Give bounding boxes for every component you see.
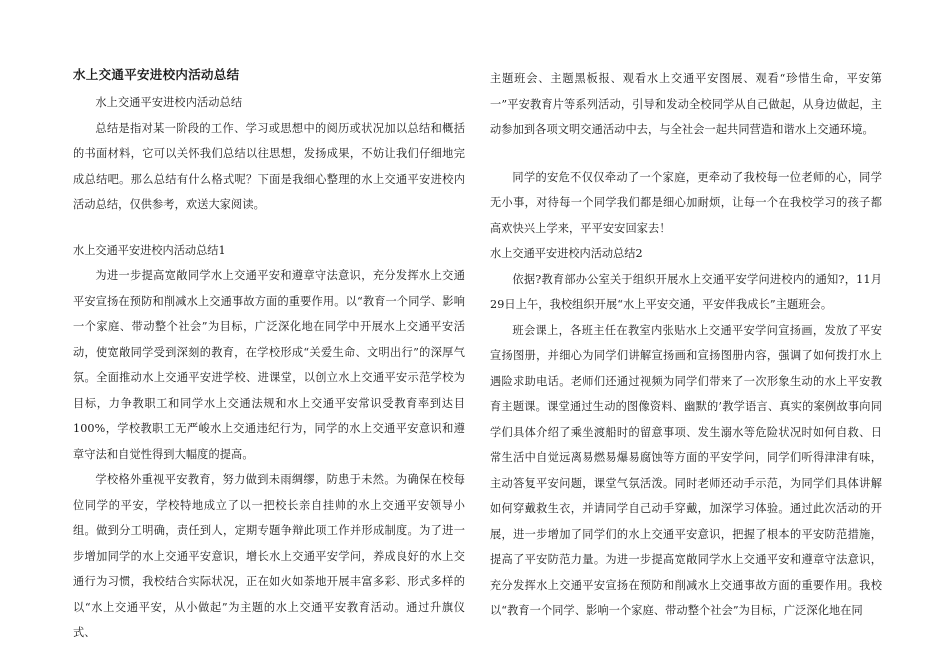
- section-2-heading: 水上交通平安进校内活动总结2: [490, 247, 643, 260]
- section-2-paragraph-1: 依据?教育部办公室关于组织开展水上交通平安学问进校内的通知?，11月29日上午，我校组织开展“水上平安交通，平安伴我成长”主题班会。: [490, 272, 882, 311]
- left-column: [73, 66, 465, 646]
- section-1-paragraph-1: 为进一步提高宽敞同学水上交通平安和遵章守法意识，充分发挥水上交通平安宣扬在预防和削减水上交通事故方面的重要作用。以“教育一个同学、影响一个家庭、带动整个社会”为目标，广泛深化地在同学中开展水上交通平安活动，使宽敞同学受到深刻的教育，在学校形成“关爱生命、文明出行”的深厚气氛。全面推动水上交通平安进学校、进课堂，以创立水上交通平安示范学校为目标，力争教职工和同学水上交通法规和水上交通平安常识受教育率到达目100%，学校教职工无严峻水上交通违纪行为，同学的水上交通平安意识和遵章守法和自觉性得到大幅度的提高。: [73, 269, 465, 461]
- intro-paragraph: 总结是指对某一阶段的工作、学习或思想中的阅历或状况加以总结和概括的书面材料，它可以关怀我们总结以往思想，发扬成果，不妨让我们仔细地完成总结吧。那么总结有什么格式呢？下面是我细心整理的水上交通平安进校内活动总结，仅供参考，欢送大家阅读。: [73, 121, 465, 211]
- paragraph-gap: [490, 143, 882, 165]
- closing-paragraph: 同学的安危不仅仅牵动了一个家庭，更牵动了我校每一位老师的心，同学无小事，对待每一个同学我们都是细心加耐烦，让每一个在我校学习的孩子都高欢快兴上学来，平平安安回家去！: [490, 170, 882, 235]
- section-1-heading: 水上交通平安进校内活动总结1: [73, 243, 226, 257]
- continued-paragraph: 主题班会、主题黑板报、观看水上交通平安图展、观看“珍惜生命，平安第一”平安教育片等系列活动，引导和发动全校同学从自己做起，从身边做起，主动参加到各项文明交通活动中去，与全社会一起共同营造和谐水上交通环境。: [490, 72, 882, 136]
- document-title: 水上交通平安进校内活动总结: [73, 67, 240, 82]
- paragraph-gap: [73, 218, 465, 238]
- section-2-paragraph-2: 班会课上，各班主任在教室内张贴水上交通平安学问宣扬画，发放了平安宣扬图册，并细心为同学们讲解宣扬画和宣扬图册内容，强调了如何拨打水上遇险求助电话。老师们还通过视频为同学们带来了一次形象生动的水上平安教育主题课。课堂通过生动的图像资料、幽默的’教学语言、真实的案例故事向同学们具体介绍了乘坐渡船时的留意事项、发生溺水等危险状况时如何自救、日常生活中自觉远离易燃易爆易腐蚀等方面的平安学问，同学们听得津津有味，主动答复平安问题，课堂气氛活泼。同时老师还动手示范，为同学们具体讲解如何穿戴救生衣，并请同学自己动手穿戴，加深学习体验。通过此次活动的开展，进一步增加了同学们的水上交通平安意识，把握了根本的平安防范措施，提高了平安防范力量。为进一步提高宽敞同学水上交通平安和遵章守法意识，充分发挥水上交通平安宣扬在预防和削减水上交通事故方面的重要作用。我校以“教育一个同学、影响一个家庭、带动整个社会”为目标，广泛深化地在同: [490, 323, 882, 617]
- right-column: [490, 66, 882, 624]
- document-subtitle: 水上交通平安进校内活动总结: [95, 96, 243, 109]
- section-1-paragraph-2: 学校格外重视平安教育，努力做到未雨绸缪，防患于未然。为确保在校每位同学的平安，学校特地成立了以一把校长亲自挂帅的水上交通平安领导小组。做到分工明确，责任到人，定期专题争辩此项工作并形成制度。为了进一步增加同学的水上交通平安意识，增长水上交通平安学问，养成良好的水上交通行为习惯，我校结合实际状况，正在如火如荼地开展丰富多彩、形式多样的以“水上交通平安，从小做起”为主题的水上交通平安教育活动。通过升旗仪式、: [73, 473, 465, 639]
